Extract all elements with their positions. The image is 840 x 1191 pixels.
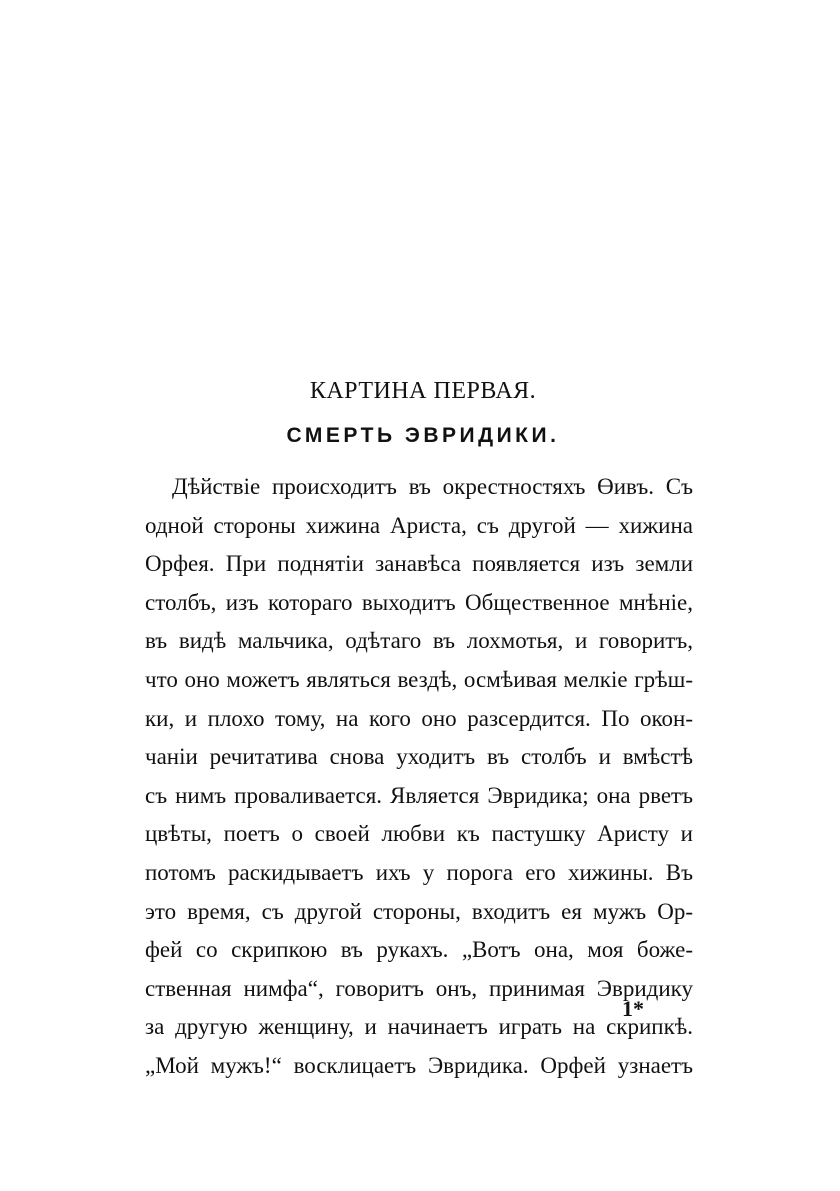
text-line: „Мой мужъ!“ восклицаетъ Эвридика. Орфей узнаетъ xyxy=(145,1052,693,1078)
text-line: фей со скрипкою въ рукахъ. „Вотъ она, моя боже- xyxy=(145,937,693,963)
text-line: съ нимъ проваливается. Является Эвридика; она рветъ xyxy=(145,782,693,808)
text-line: Орфея. При поднятіи занавѣса появляется изъ земли xyxy=(145,551,693,577)
signature-mark: 1* xyxy=(622,996,644,1021)
text-line: столбъ, изъ котораго выходитъ Общественное мнѣніе, xyxy=(145,589,693,615)
text-line: въ видѣ мальчика, одѣтаго въ лохмотья, и говоритъ, xyxy=(145,628,693,654)
text-line: ственная нимфа“, говоритъ онъ, принимая Эвридику xyxy=(145,975,693,1001)
text-line: это время, съ другой стороны, входитъ ея мужъ Ор- xyxy=(145,898,693,924)
text-line: цвѣты, поетъ о своей любви къ пастушку Аристу и xyxy=(145,821,693,847)
body-text xyxy=(145,468,693,1086)
chapter-subheading: СМЕРТЬ ЭВРИДИКИ. xyxy=(286,424,560,447)
text-line: что оно можетъ являться вездѣ, осмѣивая мелкіе грѣш- xyxy=(145,666,693,692)
text-line: чаніи речитатива снова уходитъ въ столбъ и вмѣстѣ xyxy=(145,744,693,770)
text-line: одной стороны хижина Ариста, съ другой — хижина xyxy=(145,512,693,538)
text-line: ки, и плохо тому, на кого оно разсердится. По окон- xyxy=(145,705,693,731)
text-line: Дѣйствіе происходитъ въ окрестностяхъ Өивъ. Съ xyxy=(172,474,693,499)
chapter-heading: КАРТИНА ПЕРВАЯ. xyxy=(309,378,537,404)
text-line: за другую женщину, и начинаетъ играть на скрипкѣ. xyxy=(145,1014,693,1040)
text-line: потомъ раскидываетъ ихъ у порога его хижины. Въ xyxy=(145,859,693,885)
